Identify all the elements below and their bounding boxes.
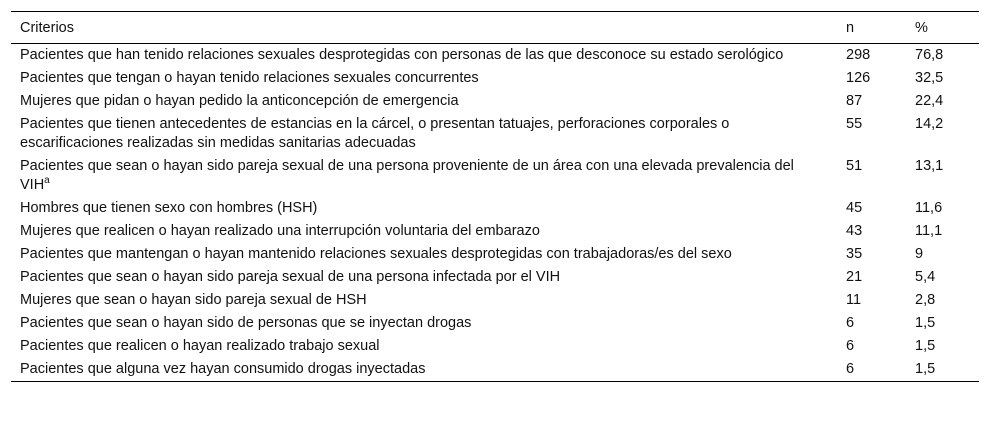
criterio-cell (11, 67, 837, 90)
criterio-cell (11, 90, 837, 113)
criterio-text: Mujeres que realicen o hayan realizado una interrupción voluntaria del embarazo (20, 223, 540, 239)
table-row (11, 220, 979, 243)
percent-cell: 1,5 (915, 361, 936, 377)
criterio-text: Mujeres que sean o hayan sido pareja sexual de HSH (20, 292, 367, 308)
table-row (11, 90, 979, 113)
header-row (11, 12, 979, 44)
criterio-cell (11, 155, 837, 197)
criterio-text: Pacientes que realicen o hayan realizado trabajo sexual (20, 338, 380, 354)
criterio-cell (11, 113, 837, 155)
percent-cell: 76,8 (915, 47, 944, 63)
n-cell: 11 (846, 292, 862, 308)
criterio-cell (11, 335, 837, 358)
n-cell: 126 (846, 70, 871, 86)
criterio-cell (11, 197, 837, 220)
criterio-cell (11, 312, 837, 335)
criterio-text: Pacientes que tienen antecedentes de estancias en la cárcel, o presentan tatuajes, perforaciones corporales o escarificaciones realizadas sin medidas sanitarias adecuadas (20, 116, 730, 151)
percent-cell: 1,5 (915, 338, 936, 354)
criterio-text: Hombres que tienen sexo con hombres (HSH) (20, 200, 318, 216)
table-row (11, 155, 979, 197)
n-cell: 55 (846, 116, 863, 132)
header-n: n (846, 19, 855, 36)
percent-cell: 22,4 (915, 93, 944, 109)
table-row (11, 266, 979, 289)
percent-cell: 14,2 (915, 116, 944, 132)
table-body (11, 44, 979, 382)
table-row (11, 113, 979, 155)
criterio-text: Pacientes que alguna vez hayan consumido drogas inyectadas (20, 361, 426, 377)
percent-cell: 11,6 (915, 200, 943, 216)
n-cell: 51 (846, 158, 863, 174)
percent-cell: 13,1 (915, 158, 944, 174)
table-row (11, 358, 979, 382)
percent-cell: 1,5 (915, 315, 936, 331)
criterio-text: Pacientes que sean o hayan sido pareja sexual de una persona proveniente de un área con una elevada prevalencia del VIH (20, 158, 794, 193)
percent-cell: 11,1 (915, 223, 943, 239)
table-row (11, 289, 979, 312)
header-percent: % (915, 19, 928, 36)
n-cell: 298 (846, 47, 871, 63)
n-cell: 21 (846, 269, 863, 285)
criterio-cell (11, 266, 837, 289)
criterio-text: Pacientes que sean o hayan sido pareja sexual de una persona infectada por el VIH (20, 269, 561, 285)
criterio-cell (11, 220, 837, 243)
criterio-text: Pacientes que sean o hayan sido de personas que se inyectan drogas (20, 315, 472, 331)
n-cell: 87 (846, 93, 863, 109)
table-row (11, 67, 979, 90)
header-criterios: Criterios (20, 19, 74, 36)
n-cell: 35 (846, 246, 863, 262)
n-cell: 45 (846, 200, 863, 216)
criteria-table (11, 11, 979, 382)
table-row (11, 243, 979, 266)
criterio-text: Pacientes que han tenido relaciones sexuales desprotegidas con personas de las que desconoce su estado serológico (20, 47, 784, 63)
footnote-marker: a (44, 175, 50, 186)
percent-cell: 9 (915, 246, 924, 262)
n-cell: 6 (846, 315, 855, 331)
criterio-text: Pacientes que tengan o hayan tenido relaciones sexuales concurrentes (20, 70, 479, 86)
criterio-cell (11, 44, 837, 68)
percent-cell: 32,5 (915, 70, 944, 86)
n-cell: 6 (846, 361, 855, 377)
percent-cell: 2,8 (915, 292, 936, 308)
n-cell: 43 (846, 223, 863, 239)
n-cell: 6 (846, 338, 855, 354)
criterio-cell (11, 243, 837, 266)
criterio-cell (11, 358, 837, 382)
table-row (11, 335, 979, 358)
table-row (11, 312, 979, 335)
table-row (11, 44, 979, 68)
table-header (11, 12, 979, 44)
criterio-text: Pacientes que mantengan o hayan mantenido relaciones sexuales desprotegidas con trabajadoras/es del sexo (20, 246, 732, 262)
criterio-text: Mujeres que pidan o hayan pedido la anticoncepción de emergencia (20, 93, 459, 109)
criterio-cell (11, 289, 837, 312)
table-row (11, 197, 979, 220)
percent-cell: 5,4 (915, 269, 936, 285)
